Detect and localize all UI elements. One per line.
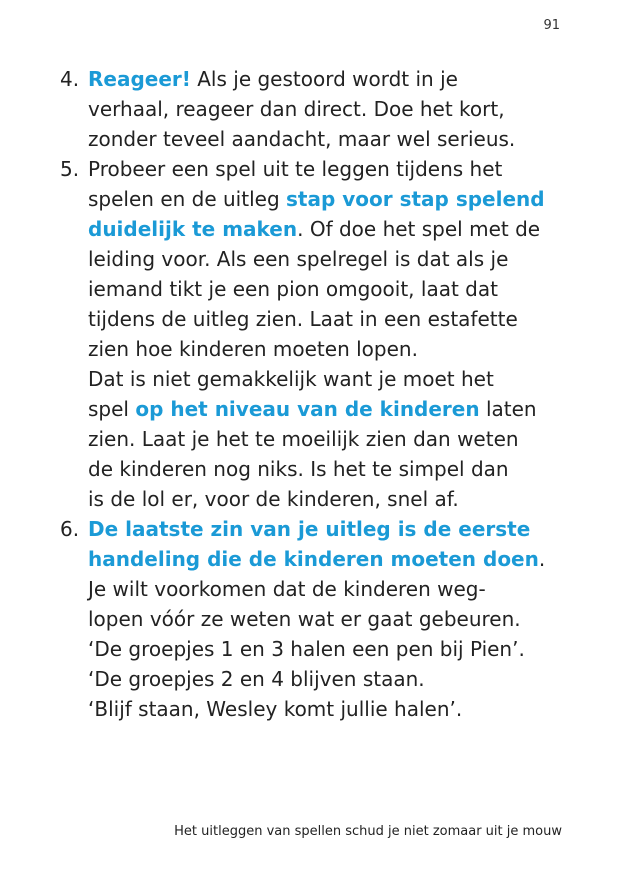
text-segment: tijdens de uitleg zien. Laat in een estafette	[88, 307, 518, 331]
list-item	[60, 64, 570, 154]
text-segment: Dat is niet gemakkelijk want je moet het	[88, 367, 494, 391]
text-line	[88, 394, 570, 424]
list-item-number: 4.	[60, 67, 80, 91]
text-segment: leiding voor. Als een spelregel is dat als je	[88, 247, 509, 271]
highlighted-text: duidelijk te maken	[88, 217, 298, 241]
text-line	[88, 94, 570, 124]
running-footer: Het uitleggen van spellen schud je niet zomaar uit je mouw	[174, 824, 562, 839]
text-line	[88, 124, 570, 154]
text-segment: iemand tikt je een pion omgooit, laat dat	[88, 277, 498, 301]
text-line	[88, 424, 570, 454]
text-line	[88, 514, 570, 544]
text-segment: spelen en de uitleg	[88, 187, 286, 211]
text-segment: . Of doe het spel met de	[297, 217, 541, 241]
page-number: 91	[543, 18, 560, 33]
text-line	[88, 574, 570, 604]
highlighted-text: handeling die de kinderen moeten doen	[88, 547, 539, 571]
text-line	[88, 64, 570, 94]
text-line	[88, 454, 570, 484]
text-segment: zonder teveel aandacht, maar wel serieus.	[88, 127, 516, 151]
text-segment: ‘Blijf staan, Wesley komt jullie halen’.	[88, 697, 463, 721]
text-segment: lopen vóór ze weten wat er gaat gebeuren.	[88, 607, 521, 631]
text-line	[88, 694, 570, 724]
text-line	[88, 484, 570, 514]
list-item-text	[88, 64, 570, 154]
text-segment: ‘De groepjes 2 en 4 blijven staan.	[88, 667, 425, 691]
text-line	[88, 184, 570, 214]
text-segment: .	[538, 547, 546, 571]
text-line	[88, 544, 570, 574]
list-item-text	[88, 154, 570, 514]
text-line	[88, 634, 570, 664]
highlighted-text: De laatste zin van je uitleg is de eerste	[88, 517, 531, 541]
text-segment: zien. Laat je het te moeilijk zien dan weten	[88, 427, 519, 451]
text-segment: Probeer een spel uit te leggen tijdens het	[88, 157, 503, 181]
text-line	[88, 334, 570, 364]
text-segment: de kinderen nog niks. Is het te simpel dan	[88, 457, 509, 481]
text-line	[88, 214, 570, 244]
text-segment: Je wilt voorkomen dat de kinderen weg-	[88, 577, 486, 601]
list-item-number: 5.	[60, 157, 80, 181]
text-line	[88, 364, 570, 394]
text-line	[88, 274, 570, 304]
text-line	[88, 604, 570, 634]
text-segment: laten	[479, 397, 537, 421]
highlighted-text: op het niveau van de kinderen	[135, 397, 480, 421]
highlighted-text: Reageer!	[88, 67, 191, 91]
text-segment: verhaal, reageer dan direct. Doe het kort,	[88, 97, 505, 121]
text-segment: zien hoe kinderen moeten lopen.	[88, 337, 418, 361]
text-line	[88, 154, 570, 184]
list-item-number: 6.	[60, 517, 80, 541]
list-item	[60, 514, 570, 724]
numbered-list	[60, 64, 570, 724]
text-segment: ‘De groepjes 1 en 3 halen een pen bij Pien’.	[88, 637, 525, 661]
highlighted-text: stap voor stap spelend	[286, 187, 545, 211]
text-segment: is de lol er, voor de kinderen, snel af.	[88, 487, 459, 511]
text-segment: Als je gestoord wordt in je	[190, 67, 458, 91]
list-item-text	[88, 514, 570, 724]
text-line	[88, 244, 570, 274]
list-item	[60, 154, 570, 514]
text-segment: spel	[88, 397, 136, 421]
text-line	[88, 304, 570, 334]
text-line	[88, 664, 570, 694]
